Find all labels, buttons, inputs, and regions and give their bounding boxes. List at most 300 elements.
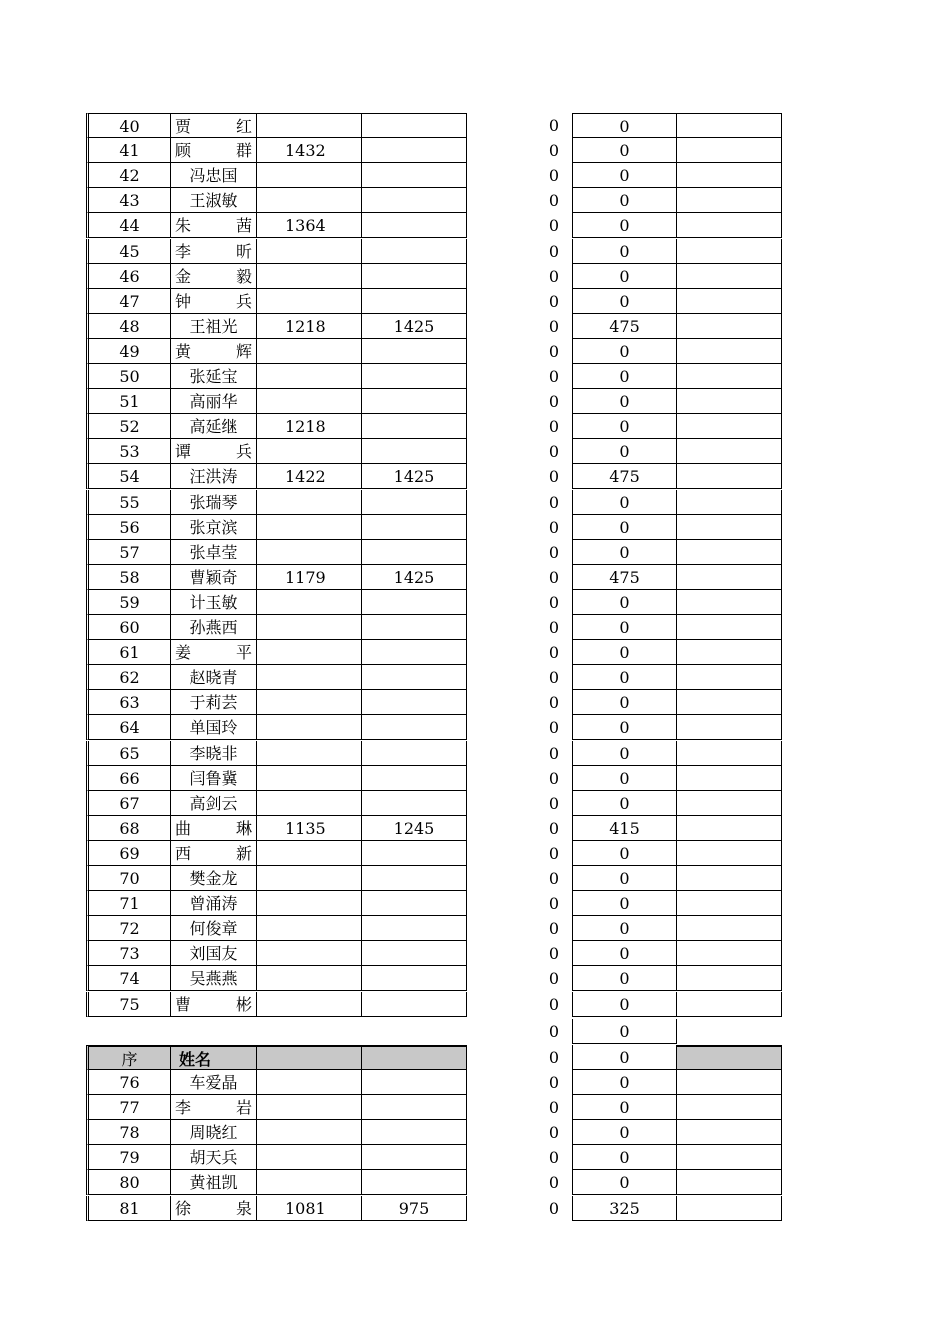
name-cell: 吴燕燕 xyxy=(171,966,257,991)
blank-cell xyxy=(677,389,782,414)
name-given: 泉 xyxy=(235,1198,252,1218)
result-cell: 0 xyxy=(572,289,677,314)
table-row xyxy=(0,1145,950,1170)
result-cell: 0 xyxy=(572,414,677,439)
value-1-cell xyxy=(257,1145,362,1170)
result-cell: 0 xyxy=(572,941,677,966)
value-2-cell xyxy=(362,891,467,916)
name-cell: 樊金龙 xyxy=(171,866,257,891)
value-1-cell: 1218 xyxy=(257,414,362,439)
blank-cell xyxy=(677,841,782,866)
seq-cell: 50 xyxy=(86,364,171,389)
result-cell: 0 xyxy=(572,841,677,866)
result-cell: 0 xyxy=(572,1145,677,1170)
table-row xyxy=(0,766,950,791)
blank-cell xyxy=(677,590,782,615)
seq-cell: 47 xyxy=(86,289,171,314)
name-surname: 西 xyxy=(175,843,192,863)
name-given: 兵 xyxy=(235,442,252,462)
zero-cell: 0 xyxy=(548,768,560,788)
blank-cell xyxy=(677,1070,782,1095)
name-cell: 张瑞琴 xyxy=(171,490,257,515)
result-cell: 0 xyxy=(572,1070,677,1095)
seq-cell: 51 xyxy=(86,389,171,414)
value-2-cell: 1245 xyxy=(362,816,467,841)
zero-cell: 0 xyxy=(548,266,560,286)
zero-cell: 0 xyxy=(548,718,560,738)
name-surname: 谭 xyxy=(175,442,192,462)
blank-cell xyxy=(677,1145,782,1170)
seq-cell: 42 xyxy=(86,163,171,188)
name-given: 昕 xyxy=(235,241,252,261)
result-cell: 0 xyxy=(572,439,677,464)
zero-cell: 0 xyxy=(548,417,560,437)
name-cell: 张京滨 xyxy=(171,515,257,540)
name-surname: 李 xyxy=(175,1098,192,1118)
value-2-cell xyxy=(362,615,467,640)
seq-cell: 46 xyxy=(86,264,171,289)
seq-cell: 73 xyxy=(86,941,171,966)
result-cell: 0 xyxy=(572,515,677,540)
seq-cell: 45 xyxy=(86,239,171,264)
zero-cell: 0 xyxy=(548,1098,560,1118)
value-2-cell xyxy=(362,866,467,891)
value-1-cell xyxy=(257,992,362,1017)
blank-cell xyxy=(677,565,782,590)
value-2-cell xyxy=(362,665,467,690)
table-row xyxy=(0,816,950,841)
blank-cell xyxy=(677,264,782,289)
blank-cell xyxy=(677,741,782,766)
header-seq: 序 xyxy=(86,1045,171,1070)
zero-cell: 0 xyxy=(548,969,560,989)
zero-cell: 0 xyxy=(548,592,560,612)
value-2-cell xyxy=(362,389,467,414)
result-cell: 0 xyxy=(572,992,677,1017)
name-cell: 刘国友 xyxy=(171,941,257,966)
table-row xyxy=(0,715,950,740)
value-2-cell xyxy=(362,941,467,966)
value-1-cell xyxy=(257,515,362,540)
name-cell: 汪洪涛 xyxy=(171,464,257,489)
table-row xyxy=(0,213,950,238)
blank-cell xyxy=(677,866,782,891)
value-2-cell xyxy=(362,264,467,289)
name-cell xyxy=(171,439,257,464)
name-cell xyxy=(171,816,257,841)
value-1-cell xyxy=(257,640,362,665)
value-2-cell xyxy=(362,1145,467,1170)
name-given: 茜 xyxy=(235,216,252,236)
name-cell xyxy=(171,213,257,238)
zero-cell: 0 xyxy=(548,116,560,135)
table-row xyxy=(0,540,950,565)
table-row xyxy=(0,264,950,289)
table-row xyxy=(0,138,950,163)
zero-cell: 0 xyxy=(548,643,560,663)
seq-cell: 43 xyxy=(86,188,171,213)
result-cell: 0 xyxy=(572,213,677,238)
result-cell: 0 xyxy=(572,490,677,515)
name-cell: 曹颖奇 xyxy=(171,565,257,590)
result-cell: 0 xyxy=(572,364,677,389)
value-1-cell xyxy=(257,590,362,615)
name-given: 红 xyxy=(235,117,252,136)
value-1-cell: 1432 xyxy=(257,138,362,163)
zero-cell: 0 xyxy=(548,316,560,336)
table-row xyxy=(0,314,950,339)
zero-cell: 0 xyxy=(548,467,560,487)
blank-cell xyxy=(677,690,782,715)
value-1-cell xyxy=(257,741,362,766)
value-1-cell: 1218 xyxy=(257,314,362,339)
zero-cell: 0 xyxy=(548,1123,560,1143)
seq-cell: 48 xyxy=(86,314,171,339)
seq-cell: 80 xyxy=(86,1170,171,1195)
blank-cell xyxy=(677,615,782,640)
value-2-cell xyxy=(362,239,467,264)
result-cell: 0 xyxy=(572,339,677,364)
seq-cell: 40 xyxy=(86,113,171,138)
name-cell: 闫鲁冀 xyxy=(171,766,257,791)
name-surname: 金 xyxy=(175,266,192,286)
seq-cell: 77 xyxy=(86,1095,171,1120)
result-cell: 0 xyxy=(572,966,677,991)
seq-cell: 61 xyxy=(86,640,171,665)
blank-cell xyxy=(677,414,782,439)
zero-cell: 0 xyxy=(548,291,560,311)
name-cell: 高剑云 xyxy=(171,791,257,816)
name-surname: 顾 xyxy=(175,141,192,161)
table-row xyxy=(0,665,950,690)
name-cell: 胡天兵 xyxy=(171,1145,257,1170)
result-cell: 0 xyxy=(572,1045,677,1070)
blank-cell xyxy=(677,1196,782,1221)
value-2-cell xyxy=(362,540,467,565)
value-1-cell xyxy=(257,941,362,966)
blank-cell xyxy=(677,490,782,515)
table-row xyxy=(0,992,950,1017)
blank-cell xyxy=(677,1170,782,1195)
value-1-cell xyxy=(257,439,362,464)
seq-cell: 54 xyxy=(86,464,171,489)
blank-cell xyxy=(677,188,782,213)
name-cell xyxy=(171,1095,257,1120)
seq-cell: 49 xyxy=(86,339,171,364)
zero-cell: 0 xyxy=(548,843,560,863)
value-1-cell xyxy=(257,615,362,640)
value-2-cell xyxy=(362,741,467,766)
zero-cell: 0 xyxy=(548,944,560,964)
name-cell xyxy=(171,264,257,289)
name-surname: 贾 xyxy=(175,117,192,136)
result-cell: 0 xyxy=(572,690,677,715)
zero-cell: 0 xyxy=(548,567,560,587)
value-2-cell xyxy=(362,992,467,1017)
name-cell: 高丽华 xyxy=(171,389,257,414)
name-cell: 曾涌涛 xyxy=(171,891,257,916)
table-row xyxy=(0,1095,950,1120)
result-cell: 0 xyxy=(572,239,677,264)
blank-cell xyxy=(677,163,782,188)
value-2-cell xyxy=(362,715,467,740)
blank-cell xyxy=(677,640,782,665)
blank-cell xyxy=(677,289,782,314)
value-1-cell xyxy=(257,113,362,138)
table-row xyxy=(0,690,950,715)
value-1-cell xyxy=(257,1095,362,1120)
table-row xyxy=(0,1120,950,1145)
zero-cell: 0 xyxy=(548,818,560,838)
blank-cell xyxy=(677,314,782,339)
value-1-cell xyxy=(257,389,362,414)
name-given: 辉 xyxy=(235,341,252,361)
table-row xyxy=(0,364,950,389)
value-1-cell: 1422 xyxy=(257,464,362,489)
blank-cell xyxy=(677,766,782,791)
name-cell: 张延宝 xyxy=(171,364,257,389)
value-2-cell: 975 xyxy=(362,1196,467,1221)
name-cell: 王淑敏 xyxy=(171,188,257,213)
value-1-cell: 1179 xyxy=(257,565,362,590)
zero-cell: 0 xyxy=(548,1198,560,1218)
name-given: 兵 xyxy=(235,291,252,311)
table-row xyxy=(0,464,950,489)
seq-cell: 79 xyxy=(86,1145,171,1170)
value-1-cell: 1081 xyxy=(257,1196,362,1221)
seq-cell: 57 xyxy=(86,540,171,565)
blank-cell xyxy=(677,113,782,138)
zero-cell: 0 xyxy=(548,367,560,386)
result-cell: 0 xyxy=(572,640,677,665)
name-surname: 朱 xyxy=(175,216,192,236)
result-cell: 0 xyxy=(572,188,677,213)
seq-cell: 76 xyxy=(86,1070,171,1095)
seq-cell: 78 xyxy=(86,1120,171,1145)
name-cell: 李晓非 xyxy=(171,741,257,766)
value-2-cell xyxy=(362,113,467,138)
name-cell xyxy=(171,239,257,264)
zero-cell: 0 xyxy=(548,191,560,211)
value-2-cell xyxy=(362,163,467,188)
name-cell xyxy=(171,138,257,163)
seq-cell: 66 xyxy=(86,766,171,791)
value-2-cell xyxy=(362,289,467,314)
value-2-cell xyxy=(362,791,467,816)
blank-cell xyxy=(677,791,782,816)
header-name: 姓名 xyxy=(171,1045,257,1070)
name-cell xyxy=(171,841,257,866)
result-cell: 415 xyxy=(572,816,677,841)
seq-cell: 68 xyxy=(86,816,171,841)
zero-cell: 0 xyxy=(548,392,560,412)
blank-cell xyxy=(677,364,782,389)
value-2-cell xyxy=(362,213,467,238)
value-2-cell xyxy=(362,590,467,615)
zero-cell: 0 xyxy=(548,1073,560,1092)
blank-cell xyxy=(677,715,782,740)
seq-cell: 63 xyxy=(86,690,171,715)
name-cell: 计玉敏 xyxy=(171,590,257,615)
name-surname: 黄 xyxy=(175,341,192,361)
value-2-cell xyxy=(362,490,467,515)
zero-cell: 0 xyxy=(548,743,560,763)
name-given: 岩 xyxy=(235,1098,252,1118)
table-row xyxy=(0,1170,950,1195)
result-cell: 0 xyxy=(572,715,677,740)
zero-cell: 0 xyxy=(548,1022,560,1041)
blank-cell xyxy=(677,992,782,1017)
zero-cell: 0 xyxy=(548,693,560,713)
result-cell: 0 xyxy=(572,741,677,766)
result-cell: 325 xyxy=(572,1196,677,1221)
table-row xyxy=(0,891,950,916)
value-1-cell xyxy=(257,841,362,866)
value-2-cell xyxy=(362,439,467,464)
zero-cell: 0 xyxy=(548,1048,560,1067)
zero-cell: 0 xyxy=(548,341,560,361)
result-cell: 0 xyxy=(572,866,677,891)
value-2-cell xyxy=(362,1070,467,1095)
zero-cell: 0 xyxy=(548,919,560,939)
table-row xyxy=(0,439,950,464)
table-row xyxy=(0,866,950,891)
value-2-cell xyxy=(362,640,467,665)
zero-cell: 0 xyxy=(548,618,560,637)
table-row xyxy=(0,615,950,640)
seq-cell: 60 xyxy=(86,615,171,640)
zero-cell: 0 xyxy=(548,241,560,261)
value-1-cell xyxy=(257,891,362,916)
result-cell: 0 xyxy=(572,1095,677,1120)
value-2-cell xyxy=(362,138,467,163)
value-1-cell xyxy=(257,916,362,941)
name-cell xyxy=(171,113,257,138)
zero-cell: 0 xyxy=(548,141,560,161)
result-cell: 0 xyxy=(572,615,677,640)
value-2-cell xyxy=(362,916,467,941)
name-cell xyxy=(171,289,257,314)
blank-cell xyxy=(677,540,782,565)
blank-cell xyxy=(677,239,782,264)
value-1-cell xyxy=(257,339,362,364)
result-cell: 0 xyxy=(572,791,677,816)
table-row xyxy=(0,490,950,515)
zero-cell: 0 xyxy=(548,517,560,537)
name-surname: 姜 xyxy=(175,643,192,663)
blank-cell xyxy=(677,891,782,916)
seq-cell: 72 xyxy=(86,916,171,941)
seq-cell: 62 xyxy=(86,665,171,690)
value-1-cell xyxy=(257,490,362,515)
table-row xyxy=(0,188,950,213)
name-cell xyxy=(171,640,257,665)
table-row xyxy=(0,841,950,866)
name-cell: 单国玲 xyxy=(171,715,257,740)
value-1-cell: 1135 xyxy=(257,816,362,841)
value-1-cell xyxy=(257,289,362,314)
value-1-cell xyxy=(257,690,362,715)
name-cell: 周晓红 xyxy=(171,1120,257,1145)
blank-cell xyxy=(677,941,782,966)
result-cell: 0 xyxy=(572,665,677,690)
value-1-cell xyxy=(257,866,362,891)
name-cell: 张卓莹 xyxy=(171,540,257,565)
name-given: 群 xyxy=(235,141,252,161)
table-row xyxy=(0,916,950,941)
result-cell: 0 xyxy=(572,590,677,615)
seq-cell: 74 xyxy=(86,966,171,991)
header-blank-2 xyxy=(362,1045,467,1070)
table-row xyxy=(0,640,950,665)
zero-cell: 0 xyxy=(548,869,560,888)
value-2-cell xyxy=(362,339,467,364)
value-2-cell xyxy=(362,841,467,866)
table-row xyxy=(0,741,950,766)
value-1-cell xyxy=(257,766,362,791)
value-1-cell xyxy=(257,1070,362,1095)
value-1-cell xyxy=(257,239,362,264)
result-cell: 0 xyxy=(572,264,677,289)
value-2-cell: 1425 xyxy=(362,314,467,339)
result-cell: 0 xyxy=(572,540,677,565)
value-1-cell xyxy=(257,1170,362,1195)
blank-cell xyxy=(677,439,782,464)
name-given: 琳 xyxy=(235,818,252,838)
table-row xyxy=(0,414,950,439)
zero-cell: 0 xyxy=(548,216,560,236)
name-surname: 李 xyxy=(175,241,192,261)
blank-cell xyxy=(677,464,782,489)
value-1-cell xyxy=(257,188,362,213)
value-2-cell: 1425 xyxy=(362,464,467,489)
blank-cell xyxy=(677,816,782,841)
name-cell: 高延继 xyxy=(171,414,257,439)
name-cell xyxy=(171,1196,257,1221)
header-blank-3 xyxy=(677,1045,782,1070)
zero-cell: 0 xyxy=(548,542,560,562)
result-cell: 0 xyxy=(572,1120,677,1145)
name-given: 平 xyxy=(235,643,252,663)
table-row xyxy=(0,1019,950,1044)
name-cell: 何俊章 xyxy=(171,916,257,941)
name-cell xyxy=(171,339,257,364)
name-cell xyxy=(171,992,257,1017)
result-cell: 0 xyxy=(572,163,677,188)
seq-cell: 52 xyxy=(86,414,171,439)
table-row xyxy=(0,1196,950,1221)
seq-cell: 53 xyxy=(86,439,171,464)
value-1-cell xyxy=(257,966,362,991)
blank-cell xyxy=(677,339,782,364)
name-given: 新 xyxy=(235,843,252,863)
result-cell: 0 xyxy=(572,891,677,916)
name-given: 彬 xyxy=(235,994,252,1014)
zero-cell: 0 xyxy=(548,793,560,813)
table-row xyxy=(0,113,950,138)
result-cell: 0 xyxy=(572,138,677,163)
seq-cell: 75 xyxy=(86,992,171,1017)
value-1-cell xyxy=(257,163,362,188)
blank-cell xyxy=(677,916,782,941)
value-2-cell xyxy=(362,766,467,791)
name-surname: 钟 xyxy=(175,291,192,311)
blank-cell xyxy=(677,515,782,540)
result-cell: 0 xyxy=(572,113,677,138)
table-row xyxy=(0,1070,950,1095)
name-cell: 孙燕西 xyxy=(171,615,257,640)
name-cell: 冯忠国 xyxy=(171,163,257,188)
